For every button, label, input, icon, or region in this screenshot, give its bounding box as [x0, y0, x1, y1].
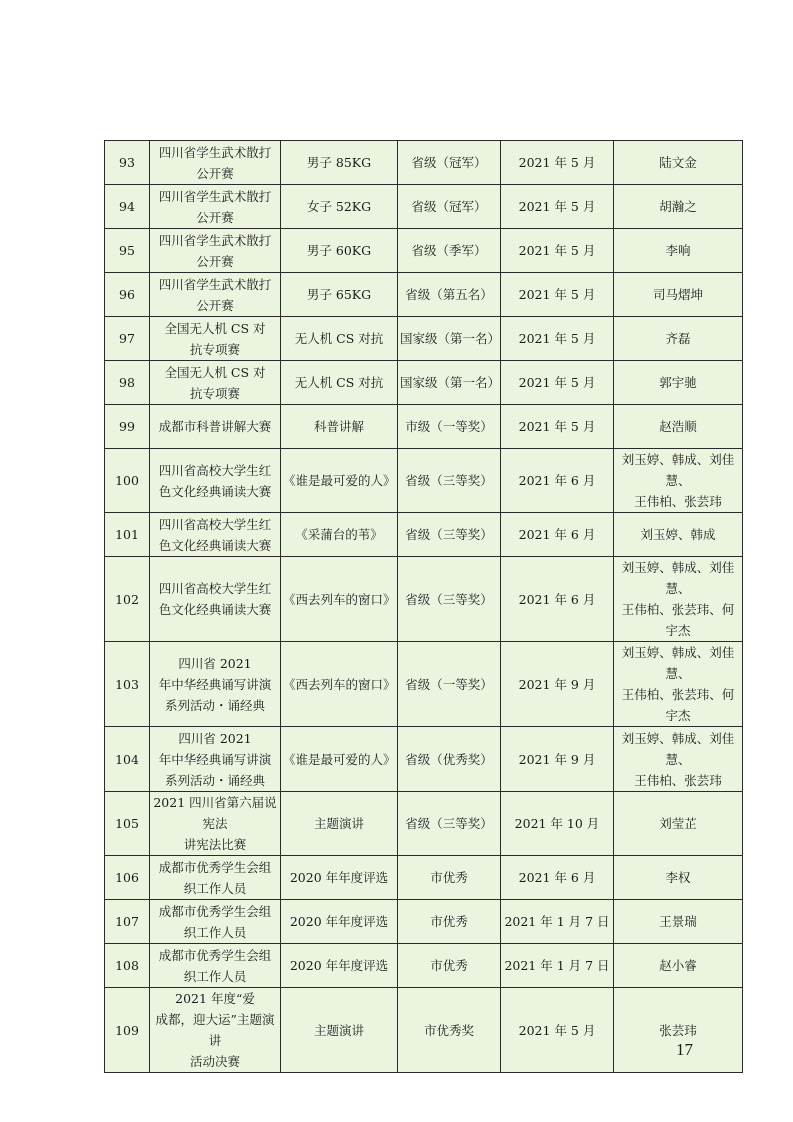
- cell-number: 101: [105, 513, 150, 557]
- cell-level: 市优秀奖: [398, 988, 501, 1073]
- cell-item: 《西去列车的窗口》: [281, 557, 398, 642]
- table-row: [105, 557, 743, 642]
- cell-item: 无人机 CS 对抗: [281, 317, 398, 361]
- cell-item: 2020 年年度评选: [281, 900, 398, 944]
- page-number: 17: [676, 1040, 693, 1059]
- cell-date: 2021 年 9 月: [501, 727, 614, 792]
- cell-level: 市优秀: [398, 900, 501, 944]
- cell-date: 2021 年 10 月: [501, 792, 614, 856]
- cell-names: 张芸玮: [614, 988, 743, 1073]
- table-row: [105, 727, 743, 792]
- cell-number: 99: [105, 405, 150, 449]
- cell-number: 109: [105, 988, 150, 1073]
- table-body: [105, 141, 743, 1073]
- cell-number: 96: [105, 273, 150, 317]
- cell-names: 李响: [614, 229, 743, 273]
- cell-date: 2021 年 5 月: [501, 141, 614, 185]
- cell-item: 男子 60KG: [281, 229, 398, 273]
- cell-number: 103: [105, 642, 150, 727]
- cell-level: 国家级（第一名）: [398, 361, 501, 405]
- cell-level: 市优秀: [398, 944, 501, 988]
- cell-names: 王景瑞: [614, 900, 743, 944]
- cell-names: 刘玉婷、韩成、刘佳慧、 王伟柏、张芸玮、何宇杰: [614, 642, 743, 727]
- cell-names: 郭宇驰: [614, 361, 743, 405]
- table-row: [105, 856, 743, 900]
- cell-level: 省级（三等奖）: [398, 449, 501, 513]
- cell-level: 省级（季军）: [398, 229, 501, 273]
- table-row: [105, 273, 743, 317]
- cell-names: 陆文金: [614, 141, 743, 185]
- cell-number: 100: [105, 449, 150, 513]
- table-row: [105, 405, 743, 449]
- cell-level: 省级（冠军）: [398, 141, 501, 185]
- cell-date: 2021 年 5 月: [501, 273, 614, 317]
- table-row: [105, 449, 743, 513]
- cell-level: 省级（冠军）: [398, 185, 501, 229]
- table-row: [105, 141, 743, 185]
- cell-names: 李权: [614, 856, 743, 900]
- cell-event: 四川省 2021 年中华经典诵写讲演 系列活动・诵经典: [150, 727, 281, 792]
- table-row: [105, 185, 743, 229]
- cell-names: 胡瀚之: [614, 185, 743, 229]
- cell-date: 2021 年 5 月: [501, 361, 614, 405]
- cell-names: 齐磊: [614, 317, 743, 361]
- cell-item: 《西去列车的窗口》: [281, 642, 398, 727]
- cell-item: 男子 85KG: [281, 141, 398, 185]
- cell-date: 2021 年 9 月: [501, 642, 614, 727]
- table-row: [105, 317, 743, 361]
- cell-item: 2020 年年度评选: [281, 856, 398, 900]
- cell-event: 成都市优秀学生会组 织工作人员: [150, 856, 281, 900]
- cell-number: 94: [105, 185, 150, 229]
- table-row: [105, 642, 743, 727]
- cell-date: 2021 年 6 月: [501, 513, 614, 557]
- cell-names: 司马熠坤: [614, 273, 743, 317]
- cell-item: 《采蒲台的苇》: [281, 513, 398, 557]
- cell-item: 《谁是最可爱的人》: [281, 449, 398, 513]
- cell-event: 全国无人机 CS 对 抗专项赛: [150, 361, 281, 405]
- cell-date: 2021 年 6 月: [501, 557, 614, 642]
- cell-event: 2021 年度“爱 成都，迎大运”主题演讲 活动决赛: [150, 988, 281, 1073]
- cell-number: 108: [105, 944, 150, 988]
- awards-table: [104, 140, 743, 1073]
- table-row: [105, 944, 743, 988]
- table-row: [105, 513, 743, 557]
- cell-number: 98: [105, 361, 150, 405]
- cell-date: 2021 年 5 月: [501, 229, 614, 273]
- cell-level: 省级（三等奖）: [398, 792, 501, 856]
- cell-level: 国家级（第一名）: [398, 317, 501, 361]
- cell-level: 省级（第五名）: [398, 273, 501, 317]
- cell-item: 无人机 CS 对抗: [281, 361, 398, 405]
- cell-level: 市优秀: [398, 856, 501, 900]
- cell-event: 全国无人机 CS 对 抗专项赛: [150, 317, 281, 361]
- cell-names: 赵浩顺: [614, 405, 743, 449]
- cell-date: 2021 年 5 月: [501, 185, 614, 229]
- cell-names: 刘玉婷、韩成、刘佳慧、 王伟柏、张芸玮、何宇杰: [614, 557, 743, 642]
- cell-date: 2021 年 5 月: [501, 405, 614, 449]
- cell-item: 女子 52KG: [281, 185, 398, 229]
- cell-event: 成都市优秀学生会组 织工作人员: [150, 900, 281, 944]
- cell-date: 2021 年 5 月: [501, 988, 614, 1073]
- cell-event: 成都市科普讲解大赛: [150, 405, 281, 449]
- cell-item: 主题演讲: [281, 988, 398, 1073]
- cell-level: 省级（三等奖）: [398, 557, 501, 642]
- cell-event: 四川省学生武术散打 公开赛: [150, 141, 281, 185]
- cell-number: 93: [105, 141, 150, 185]
- cell-event: 2021 四川省第六届说宪法 讲宪法比赛: [150, 792, 281, 856]
- cell-number: 95: [105, 229, 150, 273]
- cell-names: 刘莹芷: [614, 792, 743, 856]
- table-row: [105, 900, 743, 944]
- cell-date: 2021 年 6 月: [501, 449, 614, 513]
- cell-date: 2021 年 6 月: [501, 856, 614, 900]
- cell-item: 科普讲解: [281, 405, 398, 449]
- cell-item: 2020 年年度评选: [281, 944, 398, 988]
- cell-level: 省级（一等奖）: [398, 642, 501, 727]
- cell-date: 2021 年 1 月 7 日: [501, 944, 614, 988]
- cell-date: 2021 年 1 月 7 日: [501, 900, 614, 944]
- cell-number: 107: [105, 900, 150, 944]
- table-row: [105, 792, 743, 856]
- cell-item: 男子 65KG: [281, 273, 398, 317]
- cell-level: 市级（一等奖）: [398, 405, 501, 449]
- cell-level: 省级（三等奖）: [398, 513, 501, 557]
- cell-names: 刘玉婷、韩成、刘佳慧、 王伟柏、张芸玮: [614, 727, 743, 792]
- table-row: [105, 361, 743, 405]
- cell-names: 赵小睿: [614, 944, 743, 988]
- cell-event: 四川省高校大学生红 色文化经典诵读大赛: [150, 513, 281, 557]
- cell-date: 2021 年 5 月: [501, 317, 614, 361]
- cell-event: 四川省学生武术散打 公开赛: [150, 185, 281, 229]
- cell-event: 四川省高校大学生红 色文化经典诵读大赛: [150, 557, 281, 642]
- cell-event: 四川省高校大学生红 色文化经典诵读大赛: [150, 449, 281, 513]
- cell-number: 105: [105, 792, 150, 856]
- cell-event: 四川省学生武术散打 公开赛: [150, 229, 281, 273]
- cell-number: 106: [105, 856, 150, 900]
- cell-names: 刘玉婷、韩成、刘佳慧、 王伟柏、张芸玮: [614, 449, 743, 513]
- cell-number: 104: [105, 727, 150, 792]
- table-row: [105, 988, 743, 1073]
- cell-number: 102: [105, 557, 150, 642]
- cell-event: 成都市优秀学生会组 织工作人员: [150, 944, 281, 988]
- cell-names: 刘玉婷、韩成: [614, 513, 743, 557]
- cell-item: 主题演讲: [281, 792, 398, 856]
- cell-event: 四川省学生武术散打 公开赛: [150, 273, 281, 317]
- cell-item: 《谁是最可爱的人》: [281, 727, 398, 792]
- cell-number: 97: [105, 317, 150, 361]
- cell-level: 省级（优秀奖）: [398, 727, 501, 792]
- table-row: [105, 229, 743, 273]
- cell-event: 四川省 2021 年中华经典诵写讲演 系列活动・诵经典: [150, 642, 281, 727]
